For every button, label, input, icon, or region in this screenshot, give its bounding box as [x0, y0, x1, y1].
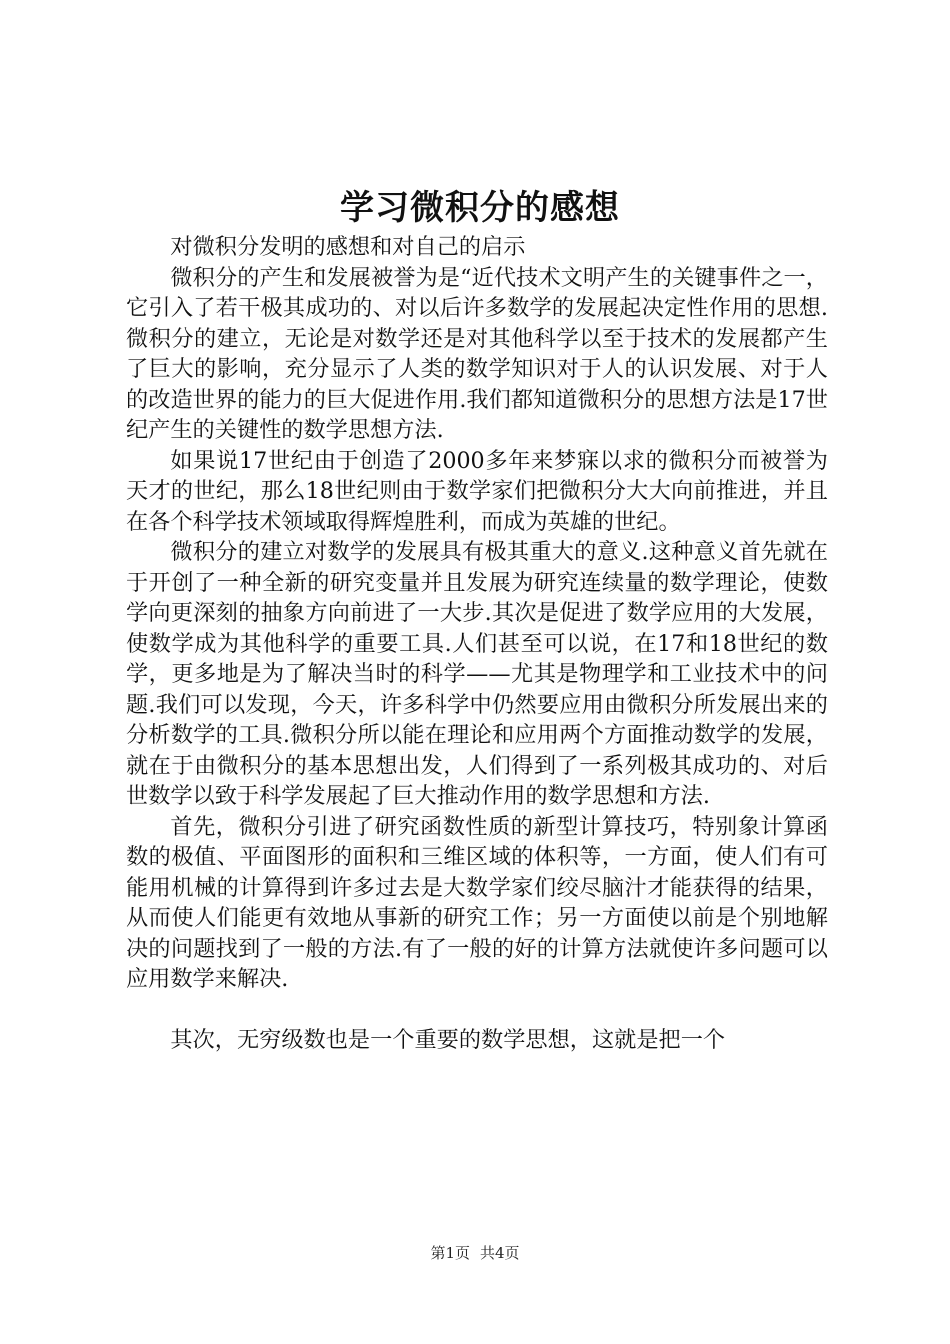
document-title: 学习微积分的感想 — [340, 188, 620, 228]
page-number: 第1页 — [430, 1244, 470, 1262]
body-paragraph: 微积分的建立对数学的发展具有极其重大的意义.这种意义首先就在于开创了一种全新的研究变量并且发展为研究连续量的数学理论，使数学向更深刻的抽象方向前进了一大步.其次是促进了数学应用的大发展，使数学成为其他科学的重要工具.人们甚至可以说，在17和18世纪的数学，更多地是为了解决当时的科学——尤其是物理学和工业技术中的问题.我们可以发现，今天，许多科学中仍然要应用由微积分所发展出来的分析数学的工具.微积分所以能在理论和应用两个方面推动数学的发展，就在于由微积分的基本思想出发，人们得到了一系列极其成功的、对后世数学以致于科学发展起了巨大推动作用的数学思想和方法. — [126, 539, 828, 809]
document-body — [126, 232, 828, 1056]
body-paragraph: 其次，无穷级数也是一个重要的数学思想，这就是把一个 — [170, 1027, 726, 1053]
subtitle-paragraph: 对微积分发明的感想和对自己的启示 — [170, 234, 526, 260]
body-paragraph: 如果说17世纪由于创造了2000多年来梦寐以求的微积分而被誉为天才的世纪，那么18世纪则由于数学家们把微积分大大向前推进，并且在各个科学技术领域取得辉煌胜利，而成为英雄的世纪。 — [126, 447, 828, 535]
body-paragraph: 首先，微积分引进了研究函数性质的新型计算技巧，特别象计算函数的极值、平面图形的面积和三维区域的体积等，一方面，使人们有可能用机械的计算得到许多过去是大数学家们绞尽脑汁才能获得的结果，从而使人们能更有效地从事新的研究工作；另一方面使以前是个别地解决的问题找到了一般的方法.有了一般的好的计算方法就使许多问题可以应用数学来解决. — [126, 813, 828, 992]
page-total: 共4页 — [480, 1244, 520, 1262]
body-paragraph: 微积分的产生和发展被誉为是“近代技术文明产生的关键事件之一，它引入了若干极其成功的、对以后许多数学的发展起决定性作用的思想.微积分的建立，无论是对数学还是对其他科学以至于技术的发展都产生了巨大的影响，充分显示了人类的数学知识对于人的认识发展、对于人的改造世界的能力的巨大促进作用.我们都知道微积分的思想方法是17世纪产生的关键性的数学思想方法. — [126, 264, 828, 443]
page-footer — [0, 1242, 950, 1264]
